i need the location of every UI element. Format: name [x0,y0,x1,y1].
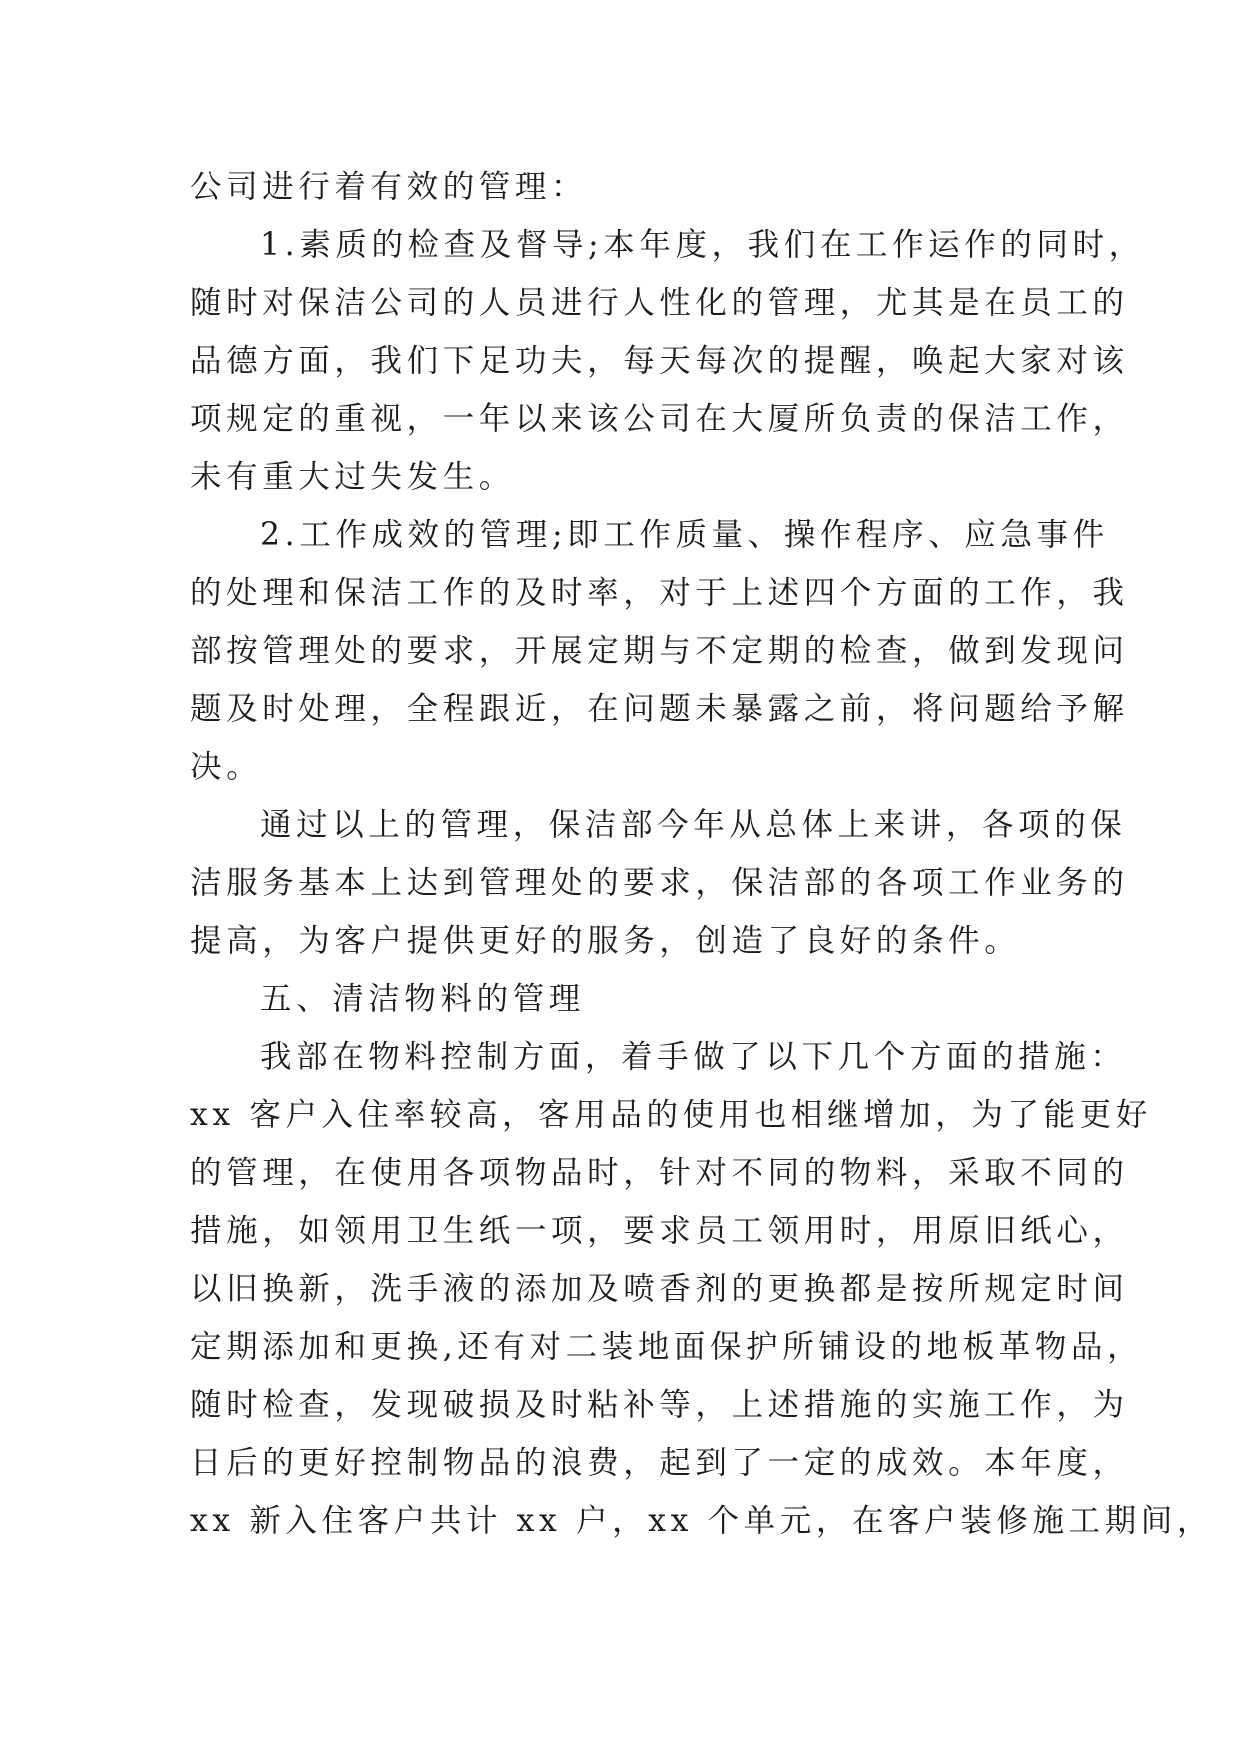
text-line: 的管理，在使用各项物品时，针对不同的物料，采取不同的 [190,1155,1129,1191]
text-line: 日后的更好控制物品的浪费，起到了一定的成效。本年度， [190,1445,1129,1481]
text-line: 的处理和保洁工作的及时率，对于上述四个方面的工作，我 [190,575,1129,611]
text-line: 随时对保洁公司的人员进行人性化的管理，尤其是在员工的 [190,285,1129,321]
text-line: 公司进行着有效的管理： [190,169,588,205]
text-line: 项规定的重视，一年以来该公司在大厦所负责的保洁工作， [190,401,1129,437]
text-line: 部按管理处的要求，开展定期与不定期的检查，做到发现问 [190,633,1129,669]
document-body [190,158,1213,1550]
text-line: 2.工作成效的管理;即工作质量、操作程序、应急事件 [260,517,1109,553]
text-line: 定期添加和更换,还有对二装地面保护所铺设的地板革物品， [190,1329,1144,1365]
text-line: xx 客户入住率较高，客用品的使用也相继增加，为了能更好 [190,1097,1152,1133]
text-line: xx 新入住客户共计 xx 户，xx 个单元，在客户装修施工期间， [190,1503,1213,1539]
text-line: 品德方面，我们下足功夫，每天每次的提醒，唤起大家对该 [190,343,1129,379]
text-line: 以旧换新，洗手液的添加及喷香剂的更换都是按所规定时间 [190,1271,1129,1307]
text-line: 洁服务基本上达到管理处的要求，保洁部的各项工作业务的 [190,865,1129,901]
text-line: 1.素质的检查及督导;本年度，我们在工作运作的同时， [260,227,1145,263]
text-line: 题及时处理，全程跟近，在问题未暴露之前，将问题给予解 [190,691,1129,727]
text-line: 措施，如领用卫生纸一项，要求员工领用时，用原旧纸心， [190,1213,1129,1249]
text-line: 提高，为客户提供更好的服务，创造了良好的条件。 [190,923,1021,959]
text-line: 随时检查，发现破损及时粘补等，上述措施的实施工作，为 [190,1387,1129,1423]
text-line: 通过以上的管理，保洁部今年从总体上来讲，各项的保 [260,807,1127,843]
text-line: 未有重大过失发生。 [190,459,515,495]
text-line: 我部在物料控制方面，着手做了以下几个方面的措施： [260,1039,1127,1075]
text-line: 决。 [190,749,263,785]
section-heading: 五、清洁物料的管理 [260,981,585,1017]
